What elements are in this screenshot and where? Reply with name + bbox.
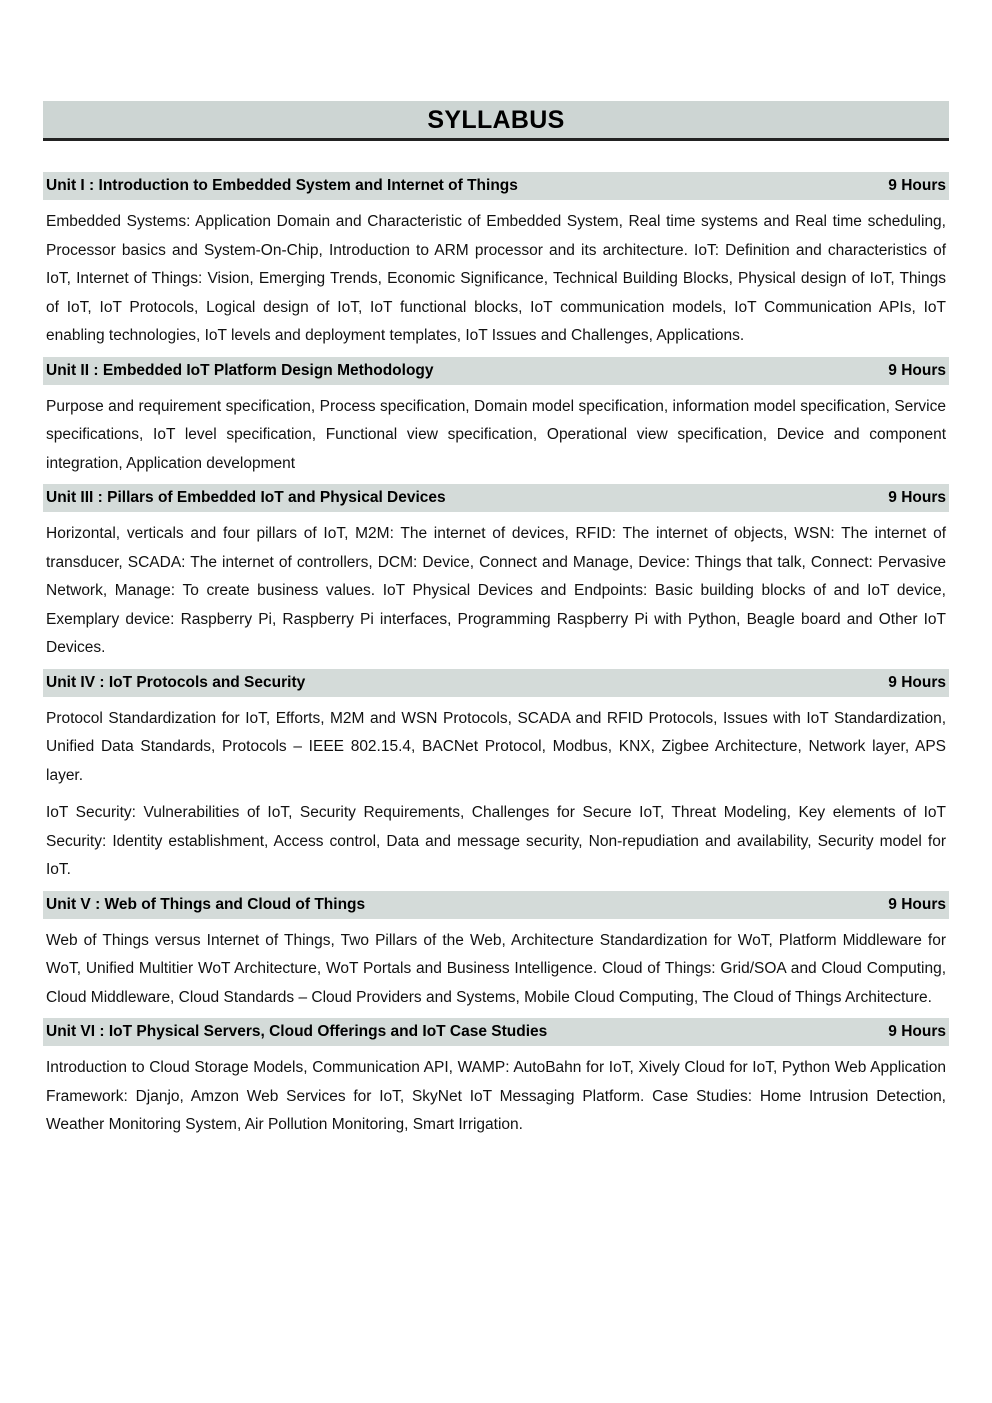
unit-paragraph: Introduction to Cloud Storage Models, Communication API, WAMP: AutoBahn for IoT, Xively Cloud for IoT, Python Web Application Framework: Djanjo, Amzon Web Services for IoT, SkyNet IoT Messaging Platform. Case Studies: Home Intrusion Detection, Weather Monitoring System, Air Pollution Monitoring, Smart Irrigation. (46, 1059, 946, 1133)
unit-hours: 9 Hours (888, 489, 946, 506)
unit-paragraph: Horizontal, verticals and four pillars of IoT, M2M: The internet of devices, RFID: The internet of objects, WSN: The internet of transducer, SCADA: The internet of controllers, DCM: Device, Connect and Manage, Device: Things that talk, Connect: Pervasive Network, Manage: To create business values. IoT Physical Devices and Endpoints: Basic building blocks of and IoT device, Exemplary device: Raspberry Pi, Raspberry Pi interfaces, Programming Raspberry Pi with Python, Beagle board and Other IoT Devices. (46, 525, 946, 656)
unit-hours: 9 Hours (888, 361, 946, 379)
unit-body (43, 919, 949, 1019)
unit-title: Unit VI : IoT Physical Servers, Cloud Offerings and IoT Case Studies (46, 1023, 548, 1040)
unit-paragraph: Embedded Systems: Application Domain and Characteristic of Embedded System, Real time systems and Real time scheduling, Processor basics and System-On-Chip, Introduction to ARM processor and its architecture. IoT: Definition and characteristics of IoT, Internet of Things: Vision, Emerging Trends, Economic Significance, Technical Building Blocks, Physical design of IoT, Things of IoT, IoT Protocols, Logical design of IoT, IoT functional blocks, IoT communication models, IoT Communication APIs, IoT enabling technologies, IoT levels and deployment templates, IoT Issues and Challenges, Applications. (46, 213, 946, 344)
unit-paragraph: Purpose and requirement specification, Process specification, Domain model specification, information model specification, Service specifications, IoT level specification, Functional view specification, Operational view specification, Device and component integration, Application development (46, 397, 946, 472)
unit-section-3 (43, 484, 949, 669)
unit-paragraph: Web of Things versus Internet of Things, Two Pillars of the Web, Architecture Standardization for WoT, Platform Middleware for WoT, Unified Multitier WoT Architecture, WoT Portals and Business Intelligence. Cloud of Things: Grid/SOA and Cloud Computing, Cloud Middleware, Cloud Standards – Cloud Providers and Systems, Mobile Cloud Computing, The Cloud of Things Architecture. (46, 931, 946, 1006)
unit-paragraph: IoT Security: Vulnerabilities of IoT, Security Requirements, Challenges for Secure IoT, Threat Modeling, Key elements of IoT Security: Identity establishment, Access control, Data and message security, Non-repudiation and availability, Security model for IoT. (46, 804, 946, 878)
unit-section-6 (43, 1018, 949, 1146)
unit-body (43, 512, 949, 669)
unit-title: Unit V : Web of Things and Cloud of Things (46, 895, 366, 913)
unit-header (43, 669, 949, 697)
unit-title: Unit II : Embedded IoT Platform Design Methodology (46, 361, 434, 379)
unit-hours: 9 Hours (888, 1023, 946, 1040)
unit-hours: 9 Hours (888, 673, 946, 691)
unit-title: Unit III : Pillars of Embedded IoT and Physical Devices (46, 489, 446, 506)
unit-section-1 (43, 172, 949, 357)
unit-section-4 (43, 669, 949, 891)
unit-hours: 9 Hours (888, 895, 946, 913)
unit-section-2 (43, 357, 949, 485)
unit-header (43, 172, 949, 200)
unit-header (43, 357, 949, 385)
unit-section-5 (43, 891, 949, 1019)
unit-body (43, 385, 949, 485)
unit-title: Unit I : Introduction to Embedded System and Internet of Things (46, 177, 518, 194)
page-title: SYLLABUS (43, 101, 949, 141)
unit-body (43, 1046, 949, 1146)
unit-paragraph: Protocol Standardization for IoT, Efforts, M2M and WSN Protocols, SCADA and RFID Protocols, Issues with IoT Standardization, Unified Data Standards, Protocols – IEEE 802.15.4, BACNet Protocol, Modbus, KNX, Zigbee Architecture, Network layer, APS layer. (46, 709, 946, 784)
unit-header (43, 484, 949, 512)
unit-header (43, 1018, 949, 1046)
unit-hours: 9 Hours (888, 177, 946, 194)
unit-body (43, 200, 949, 357)
syllabus-page (43, 101, 949, 1146)
unit-title: Unit IV : IoT Protocols and Security (46, 673, 306, 691)
unit-header (43, 891, 949, 919)
unit-body (43, 697, 949, 891)
spacer (43, 141, 949, 172)
